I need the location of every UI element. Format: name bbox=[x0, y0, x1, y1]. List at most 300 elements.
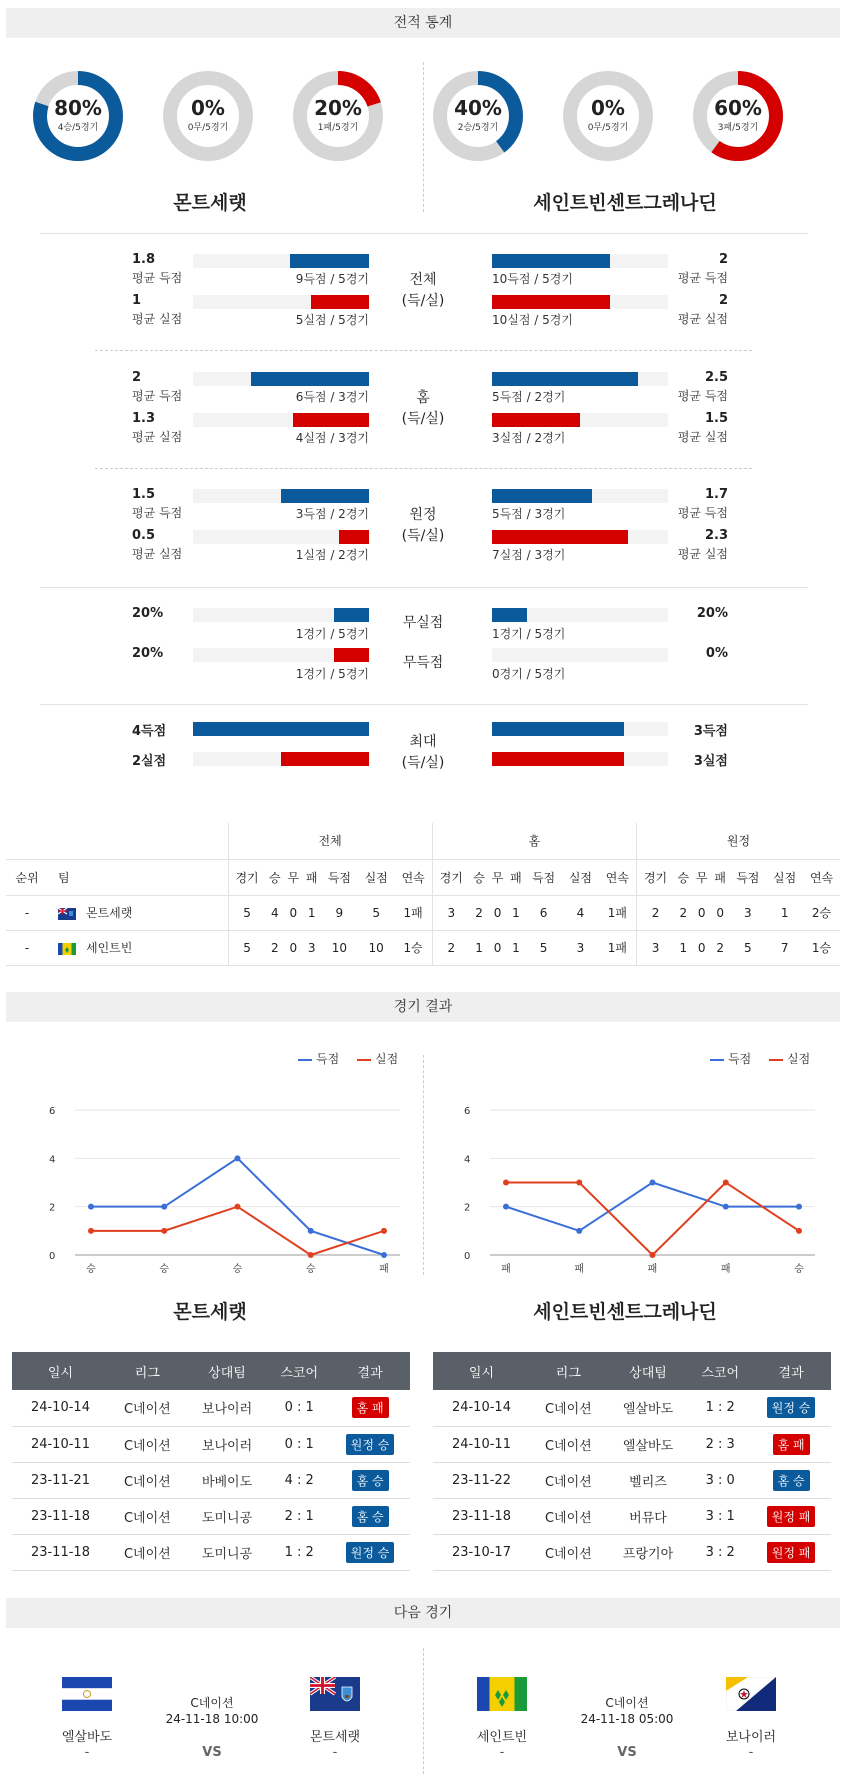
stat-right-label: 평균 실점 bbox=[677, 547, 728, 561]
stat-left-label: 평균 득점 bbox=[132, 271, 183, 285]
results-date: 23-11-21 bbox=[12, 1462, 109, 1498]
results-result-cell bbox=[751, 1426, 831, 1462]
result-badge: 홈 승 bbox=[352, 1506, 389, 1527]
results-col-header: 스코어 bbox=[268, 1352, 330, 1390]
stat-bar-track bbox=[492, 530, 668, 544]
results-header-row bbox=[433, 1352, 831, 1390]
results-league: C네이션 bbox=[109, 1426, 186, 1462]
chart-point-conceded bbox=[576, 1180, 582, 1186]
rank-cell: 2 bbox=[674, 895, 692, 930]
results-league: C네이션 bbox=[109, 1390, 186, 1426]
chart-point-conceded bbox=[723, 1180, 729, 1186]
rank-cell: 4 bbox=[562, 895, 599, 930]
stat-left-caption: 6득점 / 3경기 bbox=[295, 390, 369, 404]
donut-caption: 2승/5경기 bbox=[457, 123, 499, 133]
result-badge: 원정 승 bbox=[767, 1397, 816, 1418]
rank-cell: 5 bbox=[525, 930, 562, 965]
clean-right-caption: 1경기 / 5경기 bbox=[492, 627, 566, 641]
rank-col-header: 연속 bbox=[395, 859, 433, 895]
results-score: 3 : 2 bbox=[689, 1534, 751, 1570]
results-row bbox=[433, 1534, 831, 1570]
stat-bar bbox=[281, 752, 369, 766]
rank-team-name: 세인트빈 bbox=[86, 941, 133, 955]
rank-cell: 0 bbox=[711, 895, 729, 930]
chart-point-conceded bbox=[161, 1228, 167, 1234]
stat-right-value: 1.5 bbox=[704, 411, 728, 426]
rank-cell: 1 bbox=[766, 895, 803, 930]
stat-right-value: 2.5 bbox=[704, 370, 728, 385]
chart-x-tick: 승 bbox=[86, 1264, 96, 1275]
stat-group-label: 홈 (득/실) bbox=[401, 390, 445, 427]
rank-col-header: 실점 bbox=[358, 859, 395, 895]
rank-cell: 0 bbox=[693, 930, 711, 965]
stat-right-label: 평균 득점 bbox=[677, 271, 728, 285]
rank-cell: 2 bbox=[711, 930, 729, 965]
legend-label-conceded: 실점 bbox=[375, 1052, 399, 1066]
donut-percent: 80% bbox=[54, 96, 102, 120]
stat-left-caption: 3득점 / 2경기 bbox=[295, 507, 369, 521]
stat-bar-track bbox=[193, 752, 369, 766]
results-row bbox=[433, 1426, 831, 1462]
next-league: C네이션 bbox=[190, 1696, 234, 1710]
rank-cell: 0 bbox=[693, 895, 711, 930]
chart-y-tick: 2 bbox=[49, 1202, 56, 1214]
chart-x-tick: 승 bbox=[794, 1264, 804, 1275]
results-opp: 바베이도 bbox=[186, 1462, 269, 1498]
rank-col-header: 순위 bbox=[6, 859, 48, 895]
clean-label: 무실점 bbox=[402, 615, 444, 631]
stat-left-value: 2 bbox=[132, 370, 142, 385]
stat-left-value: 1.8 bbox=[132, 252, 156, 267]
flag-saint-vincent-icon bbox=[477, 1677, 527, 1711]
chart-point-scored bbox=[796, 1204, 802, 1210]
result-badge: 원정 패 bbox=[767, 1506, 816, 1527]
donut-percent: 40% bbox=[454, 96, 502, 120]
chart-x-tick: 승 bbox=[159, 1264, 170, 1275]
legend-swatch-scored bbox=[710, 1059, 724, 1061]
clean-left-caption: 1경기 / 5경기 bbox=[295, 627, 369, 641]
next-home-name: 엘살바도 bbox=[61, 1730, 113, 1745]
stat-right-value: 2.3 bbox=[704, 528, 728, 543]
stat-right-label: 평균 득점 bbox=[677, 506, 728, 520]
stat-bar-track bbox=[492, 752, 668, 766]
results-row bbox=[433, 1390, 831, 1426]
stat-bar-track bbox=[193, 413, 369, 427]
rank-cell: 1 bbox=[302, 895, 320, 930]
chart-point-conceded bbox=[88, 1228, 94, 1234]
flag-montserrat-icon bbox=[310, 1677, 360, 1711]
rank-cell: 1 bbox=[674, 930, 692, 965]
rank-position: - bbox=[6, 895, 48, 930]
record-donut bbox=[30, 68, 126, 164]
results-date: 24-10-11 bbox=[433, 1426, 530, 1462]
stat-left-value: 1 bbox=[132, 293, 142, 308]
results-opp: 엘살바도 bbox=[607, 1390, 690, 1426]
rank-group-all: 전체 bbox=[228, 823, 432, 859]
stat-right-caption: 7실점 / 3경기 bbox=[492, 548, 566, 562]
stat-bar-track bbox=[193, 530, 369, 544]
rank-col-header: 연속 bbox=[803, 859, 840, 895]
legend-label-conceded: 실점 bbox=[787, 1052, 811, 1066]
results-league: C네이션 bbox=[530, 1534, 607, 1570]
donut-percent: 60% bbox=[714, 96, 762, 120]
result-badge: 원정 승 bbox=[346, 1434, 395, 1455]
rank-header-row bbox=[6, 859, 840, 895]
divider bbox=[423, 1055, 424, 1275]
stat-right-value: 2 bbox=[718, 252, 728, 267]
stat-bar bbox=[281, 489, 369, 503]
chart-point-conceded bbox=[650, 1252, 656, 1258]
results-result-cell bbox=[330, 1498, 410, 1534]
clean-right-value: 20% bbox=[696, 606, 728, 621]
rank-row bbox=[6, 895, 840, 930]
donut-percent: 0% bbox=[191, 96, 225, 120]
rank-col-header: 패 bbox=[507, 859, 525, 895]
stat-right-caption: 10득점 / 5경기 bbox=[492, 272, 573, 286]
next-vs: VS bbox=[617, 1745, 637, 1760]
stat-right-caption: 10실점 / 5경기 bbox=[492, 313, 573, 327]
stat-left-caption: 4실점 / 3경기 bbox=[295, 431, 369, 445]
results-date: 23-10-17 bbox=[433, 1534, 530, 1570]
results-opp: 버뮤다 bbox=[607, 1498, 690, 1534]
stat-bar bbox=[492, 254, 610, 268]
results-opp: 보나이러 bbox=[186, 1390, 269, 1426]
results-result-cell bbox=[330, 1390, 410, 1426]
rank-cell: 10 bbox=[321, 930, 358, 965]
chart-y-tick: 6 bbox=[49, 1106, 56, 1117]
results-score: 4 : 2 bbox=[268, 1462, 330, 1498]
stat-bar bbox=[492, 752, 624, 766]
divider bbox=[423, 1648, 424, 1774]
rank-cell: 0 bbox=[284, 895, 302, 930]
next-datetime: 24-11-18 05:00 bbox=[580, 1712, 674, 1726]
divider bbox=[95, 468, 752, 469]
stat-bar-track bbox=[492, 372, 668, 386]
rank-cell: 5 bbox=[228, 895, 266, 930]
results-date: 24-10-14 bbox=[433, 1390, 530, 1426]
rank-cell: 5 bbox=[729, 930, 766, 965]
chart-x-tick: 패 bbox=[647, 1264, 658, 1275]
rank-col-header: 경기 bbox=[432, 859, 470, 895]
divider bbox=[40, 704, 808, 705]
results-result-cell bbox=[751, 1534, 831, 1570]
rank-cell: 5 bbox=[358, 895, 395, 930]
donut-caption: 0무/5경기 bbox=[587, 123, 629, 133]
rank-position: - bbox=[6, 930, 48, 965]
stat-bar bbox=[334, 648, 369, 662]
chart-legend-left bbox=[284, 1050, 398, 1067]
stat-right-caption: 5득점 / 3경기 bbox=[492, 507, 566, 521]
results-opp: 벨리즈 bbox=[607, 1462, 690, 1498]
divider bbox=[40, 233, 808, 234]
chart-x-tick: 승 bbox=[305, 1264, 316, 1275]
rank-table bbox=[6, 823, 840, 966]
results-col-header: 일시 bbox=[12, 1352, 109, 1390]
max-left-value: 4득점 bbox=[132, 724, 167, 739]
stat-bar-track bbox=[492, 722, 668, 736]
stat-bar-track bbox=[492, 489, 668, 503]
results-score: 0 : 1 bbox=[268, 1426, 330, 1462]
next-away-score: - bbox=[748, 1745, 754, 1760]
results-date: 23-11-22 bbox=[433, 1462, 530, 1498]
result-badge: 원정 패 bbox=[767, 1542, 816, 1563]
stat-bar-track bbox=[193, 722, 369, 736]
results-date: 23-11-18 bbox=[12, 1534, 109, 1570]
stat-left-caption: 9득점 / 5경기 bbox=[295, 272, 369, 286]
clean-right-caption: 0경기 / 5경기 bbox=[492, 667, 566, 681]
rank-cell: 2승 bbox=[803, 895, 840, 930]
max-left-value: 2실점 bbox=[132, 754, 167, 769]
chart-y-tick: 0 bbox=[464, 1251, 471, 1262]
max-right-value: 3실점 bbox=[693, 754, 728, 769]
result-badge: 홈 승 bbox=[773, 1470, 810, 1491]
next-away-name: 몬트세랫 bbox=[309, 1730, 361, 1745]
results-score: 3 : 0 bbox=[689, 1462, 751, 1498]
chart-point-conceded bbox=[381, 1228, 387, 1234]
next-away-name: 보나이러 bbox=[725, 1730, 777, 1745]
results-league: C네이션 bbox=[530, 1462, 607, 1498]
results-score: 1 : 2 bbox=[268, 1534, 330, 1570]
results-opp: 엘살바도 bbox=[607, 1426, 690, 1462]
results-date: 24-10-11 bbox=[12, 1426, 109, 1462]
record-donut bbox=[160, 68, 256, 164]
stat-left-caption: 1실점 / 2경기 bbox=[295, 548, 369, 562]
clean-label: 무득점 bbox=[402, 655, 444, 671]
results-result-cell bbox=[751, 1462, 831, 1498]
rank-cell: 9 bbox=[321, 895, 358, 930]
legend-swatch-conceded bbox=[357, 1059, 371, 1061]
next-away-score: - bbox=[332, 1745, 338, 1760]
results-opp: 보나이러 bbox=[186, 1426, 269, 1462]
stat-left-label: 평균 득점 bbox=[132, 389, 183, 403]
stat-bar bbox=[339, 530, 369, 544]
stat-bar-track bbox=[492, 254, 668, 268]
results-date: 23-11-18 bbox=[433, 1498, 530, 1534]
results-row bbox=[12, 1426, 410, 1462]
stat-left-label: 평균 실점 bbox=[132, 312, 183, 326]
donut-caption: 1패/5경기 bbox=[317, 123, 359, 133]
flag-bonaire-icon bbox=[726, 1677, 776, 1711]
stat-bar bbox=[334, 608, 369, 622]
rank-col-header: 득점 bbox=[525, 859, 562, 895]
chart-legend-right bbox=[696, 1050, 810, 1067]
chart-series-line-conceded bbox=[91, 1207, 384, 1255]
stat-bar bbox=[492, 413, 580, 427]
result-badge: 홈 패 bbox=[352, 1397, 389, 1418]
results-league: C네이션 bbox=[109, 1498, 186, 1534]
stat-bar bbox=[492, 372, 638, 386]
rank-col-header: 연속 bbox=[599, 859, 637, 895]
section-header-next: 다음 경기 bbox=[6, 1598, 840, 1628]
result-badge: 원정 승 bbox=[346, 1542, 395, 1563]
chart-point-scored bbox=[381, 1252, 387, 1258]
legend-swatch-scored bbox=[298, 1059, 312, 1061]
donut-caption: 0무/5경기 bbox=[187, 123, 229, 133]
stat-bar bbox=[193, 722, 369, 736]
rank-cell: 6 bbox=[525, 895, 562, 930]
results-col-header: 리그 bbox=[530, 1352, 607, 1390]
stat-left-label: 평균 실점 bbox=[132, 430, 183, 444]
results-result-cell bbox=[330, 1426, 410, 1462]
results-date: 23-11-18 bbox=[12, 1498, 109, 1534]
chart-point-conceded bbox=[235, 1204, 241, 1210]
results-col-header: 결과 bbox=[330, 1352, 410, 1390]
results-league: C네이션 bbox=[530, 1390, 607, 1426]
rank-group-row bbox=[6, 823, 840, 859]
stat-bar bbox=[311, 295, 369, 309]
stat-bar bbox=[251, 372, 369, 386]
chart-y-tick: 0 bbox=[49, 1251, 56, 1262]
stat-bar-track bbox=[193, 372, 369, 386]
results-score: 2 : 1 bbox=[268, 1498, 330, 1534]
chart-point-conceded bbox=[503, 1180, 509, 1186]
rank-cell: 1패 bbox=[599, 895, 637, 930]
rank-cell: 5 bbox=[228, 930, 266, 965]
rank-cell: 3 bbox=[562, 930, 599, 965]
results-team-title-left: 몬트세랫 bbox=[173, 1301, 247, 1323]
results-league: C네이션 bbox=[109, 1534, 186, 1570]
chart-y-tick: 2 bbox=[464, 1202, 471, 1214]
stat-bar bbox=[492, 722, 624, 736]
donut-percent: 20% bbox=[314, 96, 362, 120]
stat-right-caption: 3실점 / 2경기 bbox=[492, 431, 566, 445]
stat-bar bbox=[492, 530, 628, 544]
rank-col-header: 팀 bbox=[48, 859, 228, 895]
flag-montserrat-icon bbox=[58, 908, 76, 920]
next-league: C네이션 bbox=[605, 1696, 649, 1710]
results-row bbox=[433, 1462, 831, 1498]
chart-point-scored bbox=[723, 1204, 729, 1210]
chart-point-scored bbox=[161, 1204, 167, 1210]
chart-point-scored bbox=[503, 1204, 509, 1210]
record-donut bbox=[430, 68, 526, 164]
results-league: C네이션 bbox=[530, 1426, 607, 1462]
rank-cell: 2 bbox=[266, 930, 284, 965]
rank-cell: 1 bbox=[507, 895, 525, 930]
divider bbox=[95, 350, 752, 351]
results-col-header: 스코어 bbox=[689, 1352, 751, 1390]
chart-x-tick: 승 bbox=[232, 1264, 243, 1275]
rank-col-header: 실점 bbox=[766, 859, 803, 895]
chart-x-tick: 패 bbox=[379, 1264, 389, 1275]
stat-right-label: 평균 실점 bbox=[677, 430, 728, 444]
rank-col-header: 패 bbox=[302, 859, 320, 895]
chart-point-scored bbox=[576, 1228, 582, 1234]
legend-label-scored: 득점 bbox=[728, 1052, 752, 1066]
rank-col-header: 승 bbox=[266, 859, 284, 895]
team-title-right: 세인트빈센트그레나딘 bbox=[533, 192, 717, 214]
results-row bbox=[12, 1534, 410, 1570]
results-col-header: 상대팀 bbox=[607, 1352, 690, 1390]
section-header-stats: 전적 통계 bbox=[6, 8, 840, 38]
stat-left-caption: 5실점 / 5경기 bbox=[295, 313, 369, 327]
stat-bar-track bbox=[492, 295, 668, 309]
stat-group-label: 전체 (득/실) bbox=[401, 272, 445, 309]
results-col-header: 일시 bbox=[433, 1352, 530, 1390]
rank-col-header: 경기 bbox=[636, 859, 674, 895]
rank-group-blank bbox=[6, 823, 228, 859]
chart-x-tick: 패 bbox=[501, 1264, 511, 1275]
rank-cell: 1패 bbox=[395, 895, 433, 930]
results-opp: 도미니공 bbox=[186, 1534, 269, 1570]
rank-row bbox=[6, 930, 840, 965]
rank-cell: 2 bbox=[432, 930, 470, 965]
rank-cell: 3 bbox=[302, 930, 320, 965]
rank-cell: 0 bbox=[284, 930, 302, 965]
result-badge: 홈 패 bbox=[773, 1434, 810, 1455]
rank-body bbox=[6, 895, 840, 965]
results-table-left bbox=[12, 1352, 410, 1571]
divider bbox=[423, 62, 424, 212]
stat-bar bbox=[492, 608, 527, 622]
stat-bar-track bbox=[193, 608, 369, 622]
rank-team bbox=[48, 895, 228, 930]
donut-caption: 3패/5경기 bbox=[717, 123, 759, 133]
chart-point-scored bbox=[88, 1204, 94, 1210]
results-result-cell bbox=[330, 1462, 410, 1498]
rank-col-header: 실점 bbox=[562, 859, 599, 895]
next-home-score: - bbox=[499, 1745, 505, 1760]
flag-el-salvador-icon bbox=[62, 1677, 112, 1711]
stat-left-label: 평균 득점 bbox=[132, 506, 183, 520]
rank-cell: 1 bbox=[470, 930, 488, 965]
results-score: 1 : 2 bbox=[689, 1390, 751, 1426]
stat-bar-track bbox=[193, 254, 369, 268]
results-result-cell bbox=[751, 1390, 831, 1426]
legend-label-scored: 득점 bbox=[316, 1052, 340, 1066]
results-row bbox=[433, 1498, 831, 1534]
stat-right-label: 평균 실점 bbox=[677, 312, 728, 326]
rank-cell: 0 bbox=[488, 895, 506, 930]
results-table-right bbox=[433, 1352, 831, 1571]
stat-bar bbox=[293, 413, 369, 427]
results-result-cell bbox=[330, 1534, 410, 1570]
stat-bar-track bbox=[193, 295, 369, 309]
chart-point-conceded bbox=[308, 1252, 314, 1258]
stat-right-caption: 5득점 / 2경기 bbox=[492, 390, 566, 404]
rank-col-header: 득점 bbox=[729, 859, 766, 895]
chart-point-scored bbox=[235, 1155, 241, 1161]
stat-left-label: 평균 실점 bbox=[132, 547, 183, 561]
results-col-header: 상대팀 bbox=[186, 1352, 269, 1390]
results-score: 0 : 1 bbox=[268, 1390, 330, 1426]
team-title-left: 몬트세랫 bbox=[173, 192, 247, 214]
rank-cell: 1패 bbox=[599, 930, 637, 965]
rank-cell: 2 bbox=[470, 895, 488, 930]
results-header-row bbox=[12, 1352, 410, 1390]
rank-cell: 3 bbox=[432, 895, 470, 930]
clean-left-value: 20% bbox=[132, 646, 164, 661]
results-opp: 프랑기아 bbox=[607, 1534, 690, 1570]
rank-group-away: 원정 bbox=[636, 823, 840, 859]
results-date: 24-10-14 bbox=[12, 1390, 109, 1426]
record-donut bbox=[560, 68, 656, 164]
stat-left-value: 1.3 bbox=[132, 411, 156, 426]
result-badge: 홈 승 bbox=[352, 1470, 389, 1491]
results-league: C네이션 bbox=[530, 1498, 607, 1534]
results-chart-right bbox=[455, 1095, 825, 1275]
results-col-header: 결과 bbox=[751, 1352, 831, 1390]
chart-x-tick: 패 bbox=[720, 1264, 731, 1275]
clean-left-value: 20% bbox=[132, 606, 164, 621]
chart-point-conceded bbox=[796, 1228, 802, 1234]
results-team-title-right: 세인트빈센트그레나딘 bbox=[533, 1301, 717, 1323]
rank-cell: 4 bbox=[266, 895, 284, 930]
next-home-name: 세인트빈 bbox=[476, 1730, 528, 1745]
stat-bar-track bbox=[492, 413, 668, 427]
divider bbox=[40, 587, 808, 588]
stat-right-label: 평균 득점 bbox=[677, 389, 728, 403]
